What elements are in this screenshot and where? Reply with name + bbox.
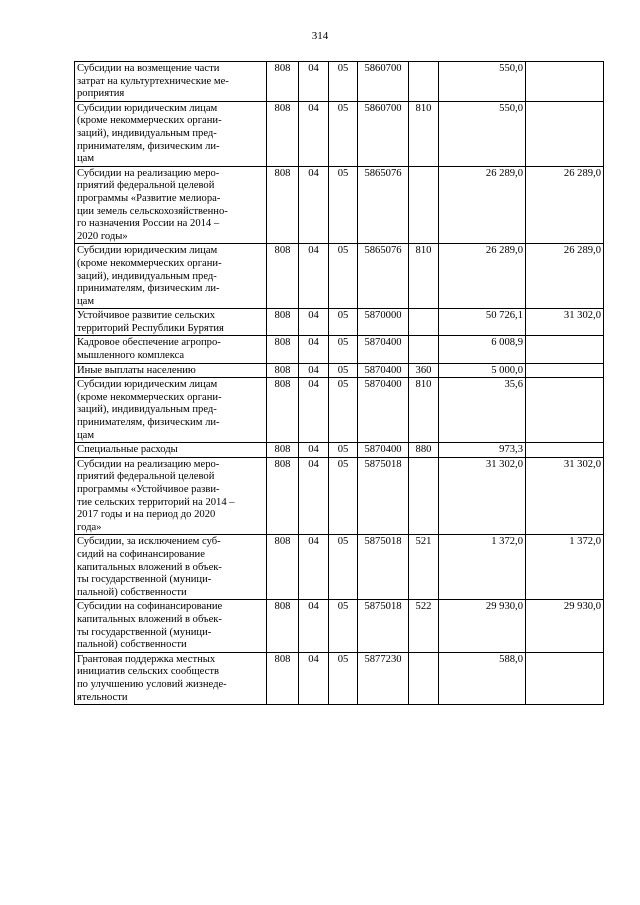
amount-total-value: 588,0: [499, 653, 523, 665]
subsection-code-value: 05: [337, 63, 349, 74]
target-article-value: 5870400: [364, 379, 402, 391]
subsection-code-value: 05: [337, 458, 349, 470]
item-name-line: Кадровое обеспечение агропро-: [77, 337, 221, 349]
expense-type-cell: [409, 62, 439, 102]
item-name-line: инициатив сельских сообществ: [77, 666, 219, 678]
table-row: [75, 62, 604, 102]
section-code-value: 04: [308, 102, 319, 114]
amount-total-cell: [439, 309, 526, 336]
item-name-line: тие сельских территорий на 2014 –: [77, 496, 235, 508]
amount-federal-value: 29 930,0: [563, 601, 601, 613]
amount-federal-value: 1 372,0: [569, 536, 601, 548]
table-row: [75, 600, 604, 652]
amount-federal-cell: [526, 336, 604, 363]
expense-type-cell: [409, 443, 439, 458]
section-code-value: 04: [308, 653, 319, 665]
ministry-code-value: 808: [274, 601, 291, 613]
amount-total-value: 6 008,9: [491, 337, 523, 349]
table-row: [75, 309, 604, 336]
amount-federal-value: 26 289,0: [563, 167, 601, 179]
ministry-code-cell: [267, 600, 299, 652]
section-code-value: 04: [308, 379, 319, 391]
ministry-code-cell: [267, 62, 299, 102]
subsection-code-cell: [329, 309, 358, 336]
item-name-line: Субсидии на возмещение части: [77, 63, 220, 74]
item-name-line: заций), индивидуальным пред-: [77, 270, 217, 282]
item-name-line: (кроме некоммерческих органи-: [77, 115, 222, 127]
section-code-cell: [299, 244, 329, 309]
item-name-line: пальной) собственности: [77, 639, 187, 651]
amount-total-value: 1 372,0: [491, 536, 523, 548]
budget-table-body: [75, 62, 604, 705]
ministry-code-value: 808: [274, 444, 291, 456]
subsection-code-value: 05: [337, 444, 349, 456]
table-row: [75, 457, 604, 535]
expense-type-value: 360: [415, 364, 432, 376]
item-name-line: ции земель сельскохозяйственно-: [77, 205, 228, 217]
amount-federal-value: 26 289,0: [563, 245, 601, 257]
item-name-line: сидий на софинансирование: [77, 548, 205, 560]
section-code-cell: [299, 309, 329, 336]
section-code-value: 04: [308, 444, 319, 456]
item-name-cell: [75, 244, 267, 309]
ministry-code-cell: [267, 101, 299, 166]
subsection-code-cell: [329, 600, 358, 652]
target-article-value: 5870400: [364, 337, 402, 349]
item-name-line: Иные выплаты населению: [77, 364, 196, 376]
expense-type-value: 522: [415, 601, 432, 613]
section-code-value: 04: [308, 364, 319, 376]
section-code-cell: [299, 166, 329, 244]
amount-total-value: 26 289,0: [485, 167, 523, 179]
section-code-value: 04: [308, 167, 319, 179]
section-code-cell: [299, 101, 329, 166]
item-name-cell: [75, 378, 267, 443]
target-article-cell: [358, 309, 409, 336]
ministry-code-value: 808: [274, 337, 291, 349]
subsection-code-value: 05: [337, 310, 349, 322]
section-code-cell: [299, 62, 329, 102]
expense-type-value: 810: [415, 102, 432, 114]
item-name-line: принимателям, физическим ли-: [77, 140, 220, 152]
item-name-cell: [75, 535, 267, 600]
item-name-cell: [75, 457, 267, 535]
subsection-code-cell: [329, 336, 358, 363]
item-name-line: цам: [77, 295, 95, 307]
subsection-code-value: 05: [337, 364, 349, 376]
item-name-line: 2020 годы»: [77, 230, 128, 242]
item-name-cell: [75, 62, 267, 102]
target-article-value: 5865076: [364, 245, 402, 257]
item-name-line: (кроме некоммерческих органи-: [77, 391, 222, 403]
item-name-line: заций), индивидуальным пред-: [77, 404, 217, 416]
amount-federal-cell: [526, 101, 604, 166]
item-name-cell: [75, 652, 267, 704]
item-name-line: 2017 годы и на период до 2020: [77, 509, 216, 521]
item-name-line: затрат на культуртехнические ме-: [77, 75, 229, 87]
table-row: [75, 443, 604, 458]
amount-total-cell: [439, 62, 526, 102]
item-name-line: приятий федеральной целевой: [77, 471, 215, 483]
item-name-cell: [75, 443, 267, 458]
ministry-code-cell: [267, 166, 299, 244]
subsection-code-value: 05: [337, 379, 349, 391]
ministry-code-value: 808: [274, 310, 291, 322]
item-name-cell: [75, 363, 267, 378]
ministry-code-cell: [267, 363, 299, 378]
target-article-cell: [358, 62, 409, 102]
target-article-cell: [358, 535, 409, 600]
page-number: 314: [311, 30, 329, 42]
ministry-code-cell: [267, 336, 299, 363]
section-code-value: 04: [308, 536, 319, 548]
section-code-cell: [299, 600, 329, 652]
table-row: [75, 535, 604, 600]
target-article-value: 5860700: [364, 63, 402, 74]
subsection-code-cell: [329, 62, 358, 102]
item-name-cell: [75, 166, 267, 244]
table-row: [75, 378, 604, 443]
ministry-code-cell: [267, 652, 299, 704]
ministry-code-value: 808: [274, 458, 291, 470]
target-article-value: 5865076: [364, 167, 402, 179]
expense-type-cell: [409, 457, 439, 535]
item-name-line: ты государственной (муници-: [77, 626, 212, 638]
section-code-value: 04: [308, 310, 319, 322]
item-name-line: территорий Республики Бурятия: [77, 322, 224, 334]
target-article-cell: [358, 652, 409, 704]
item-name-line: принимателям, физическим ли-: [77, 417, 220, 429]
ministry-code-cell: [267, 535, 299, 600]
target-article-cell: [358, 457, 409, 535]
subsection-code-cell: [329, 244, 358, 309]
amount-total-value: 50 726,1: [485, 310, 523, 322]
item-name-line: программы «Развитие мелиора-: [77, 192, 221, 204]
item-name-line: Устойчивое развитие сельских: [77, 310, 216, 322]
ministry-code-value: 808: [274, 102, 291, 114]
ministry-code-value: 808: [274, 167, 291, 179]
expense-type-cell: [409, 535, 439, 600]
expense-type-cell: [409, 336, 439, 363]
subsection-code-cell: [329, 457, 358, 535]
item-name-cell: [75, 309, 267, 336]
expense-type-value: 880: [415, 444, 432, 456]
amount-federal-cell: [526, 652, 604, 704]
ministry-code-cell: [267, 378, 299, 443]
item-name-line: капитальных вложений в объек-: [77, 561, 222, 573]
item-name-line: Субсидии юридическим лицам: [77, 379, 218, 391]
target-article-value: 5877230: [364, 653, 402, 665]
amount-total-value: 31 302,0: [485, 458, 523, 470]
section-code-value: 04: [308, 63, 319, 74]
amount-total-cell: [439, 101, 526, 166]
ministry-code-value: 808: [274, 63, 291, 74]
section-code-cell: [299, 535, 329, 600]
item-name-line: цам: [77, 153, 95, 165]
target-article-value: 5875018: [364, 601, 402, 613]
item-name-line: Грантовая поддержка местных: [77, 653, 216, 665]
ministry-code-cell: [267, 443, 299, 458]
item-name-line: Субсидии, за исключением суб-: [77, 536, 221, 548]
section-code-cell: [299, 457, 329, 535]
item-name-cell: [75, 101, 267, 166]
expense-type-cell: [409, 309, 439, 336]
section-code-value: 04: [308, 601, 319, 613]
amount-total-cell: [439, 535, 526, 600]
amount-federal-value: 31 302,0: [563, 458, 601, 470]
target-article-value: 5875018: [364, 458, 402, 470]
amount-total-cell: [439, 336, 526, 363]
expense-type-value: 810: [415, 245, 432, 257]
target-article-cell: [358, 101, 409, 166]
amount-total-cell: [439, 600, 526, 652]
item-name-line: принимателям, физическим ли-: [77, 283, 220, 295]
subsection-code-cell: [329, 443, 358, 458]
amount-federal-cell: [526, 378, 604, 443]
ministry-code-cell: [267, 457, 299, 535]
item-name-line: Субсидии юридическим лицам: [77, 245, 218, 257]
ministry-code-value: 808: [274, 364, 291, 376]
item-name-line: роприятия: [77, 88, 125, 100]
amount-total-value: 35,6: [504, 379, 523, 391]
amount-total-value: 550,0: [499, 63, 523, 74]
target-article-cell: [358, 378, 409, 443]
ministry-code-value: 808: [274, 653, 291, 665]
target-article-value: 5870400: [364, 364, 402, 376]
item-name-line: ятельности: [77, 691, 128, 703]
subsection-code-value: 05: [337, 102, 349, 114]
amount-federal-value: 31 302,0: [563, 310, 601, 322]
target-article-cell: [358, 244, 409, 309]
ministry-code-value: 808: [274, 536, 291, 548]
item-name-cell: [75, 600, 267, 652]
table-row: [75, 244, 604, 309]
target-article-cell: [358, 336, 409, 363]
target-article-cell: [358, 363, 409, 378]
ministry-code-value: 808: [274, 379, 291, 391]
amount-federal-cell: [526, 363, 604, 378]
item-name-line: Субсидии на реализацию меро-: [77, 167, 220, 179]
section-code-cell: [299, 363, 329, 378]
section-code-cell: [299, 652, 329, 704]
section-code-value: 04: [308, 245, 319, 257]
amount-total-value: 26 289,0: [485, 245, 523, 257]
amount-total-cell: [439, 443, 526, 458]
section-code-value: 04: [308, 458, 319, 470]
subsection-code-value: 05: [337, 337, 349, 349]
item-name-line: ты государственной (муници-: [77, 574, 212, 586]
table-row: [75, 363, 604, 378]
expense-type-value: 810: [415, 379, 432, 391]
subsection-code-cell: [329, 378, 358, 443]
amount-federal-cell: [526, 166, 604, 244]
section-code-cell: [299, 378, 329, 443]
section-code-cell: [299, 336, 329, 363]
target-article-cell: [358, 443, 409, 458]
subsection-code-cell: [329, 101, 358, 166]
item-name-line: Субсидии на реализацию меро-: [77, 458, 220, 470]
ministry-code-cell: [267, 244, 299, 309]
amount-total-value: 550,0: [499, 102, 523, 114]
subsection-code-cell: [329, 652, 358, 704]
item-name-line: пальной) собственности: [77, 586, 187, 598]
amount-federal-cell: [526, 600, 604, 652]
item-name-line: го назначения России на 2014 –: [77, 218, 220, 230]
item-name-line: (кроме некоммерческих органи-: [77, 257, 222, 269]
amount-federal-cell: [526, 62, 604, 102]
expense-type-cell: [409, 600, 439, 652]
expense-type-cell: [409, 101, 439, 166]
expense-type-value: 521: [415, 536, 432, 548]
ministry-code-value: 808: [274, 245, 291, 257]
section-code-value: 04: [308, 337, 319, 349]
target-article-value: 5860700: [364, 102, 402, 114]
subsection-code-cell: [329, 166, 358, 244]
item-name-cell: [75, 336, 267, 363]
expense-type-cell: [409, 244, 439, 309]
target-article-value: 5870400: [364, 444, 402, 456]
subsection-code-value: 05: [337, 245, 349, 257]
amount-federal-cell: [526, 309, 604, 336]
target-article-value: 5870000: [364, 310, 402, 322]
table-row: [75, 652, 604, 704]
amount-total-cell: [439, 378, 526, 443]
item-name-line: Субсидии юридическим лицам: [77, 102, 218, 114]
item-name-line: программы «Устойчивое разви-: [77, 484, 220, 495]
item-name-line: мышленного комплекса: [77, 350, 185, 362]
subsection-code-value: 05: [337, 653, 349, 665]
amount-total-cell: [439, 244, 526, 309]
amount-total-cell: [439, 166, 526, 244]
target-article-cell: [358, 600, 409, 652]
amount-total-cell: [439, 363, 526, 378]
subsection-code-value: 05: [337, 167, 349, 179]
expense-type-cell: [409, 166, 439, 244]
amount-federal-cell: [526, 535, 604, 600]
ministry-code-cell: [267, 309, 299, 336]
target-article-cell: [358, 166, 409, 244]
expense-type-cell: [409, 378, 439, 443]
subsection-code-value: 05: [337, 536, 349, 548]
amount-total-cell: [439, 652, 526, 704]
amount-federal-cell: [526, 244, 604, 309]
amount-federal-cell: [526, 457, 604, 535]
budget-table: [74, 61, 604, 705]
item-name-line: по улучшению условий жизнеде-: [77, 678, 227, 690]
amount-federal-cell: [526, 443, 604, 458]
table-row: [75, 166, 604, 244]
amount-total-value: 29 930,0: [485, 601, 523, 613]
amount-total-cell: [439, 457, 526, 535]
table-row: [75, 336, 604, 363]
item-name-line: Специальные расходы: [77, 444, 178, 456]
item-name-line: капитальных вложений в объек-: [77, 613, 222, 625]
item-name-line: Субсидии на софинансирование: [77, 601, 223, 613]
table-row: [75, 101, 604, 166]
section-code-cell: [299, 443, 329, 458]
subsection-code-value: 05: [337, 601, 349, 613]
subsection-code-cell: [329, 535, 358, 600]
item-name-line: цам: [77, 429, 95, 441]
amount-total-value: 973,3: [499, 444, 523, 456]
subsection-code-cell: [329, 363, 358, 378]
item-name-line: заций), индивидуальным пред-: [77, 127, 217, 139]
target-article-value: 5875018: [364, 536, 402, 548]
item-name-line: года»: [77, 521, 102, 533]
amount-total-value: 5 000,0: [491, 364, 523, 376]
item-name-line: приятий федеральной целевой: [77, 180, 215, 192]
expense-type-cell: [409, 652, 439, 704]
expense-type-cell: [409, 363, 439, 378]
